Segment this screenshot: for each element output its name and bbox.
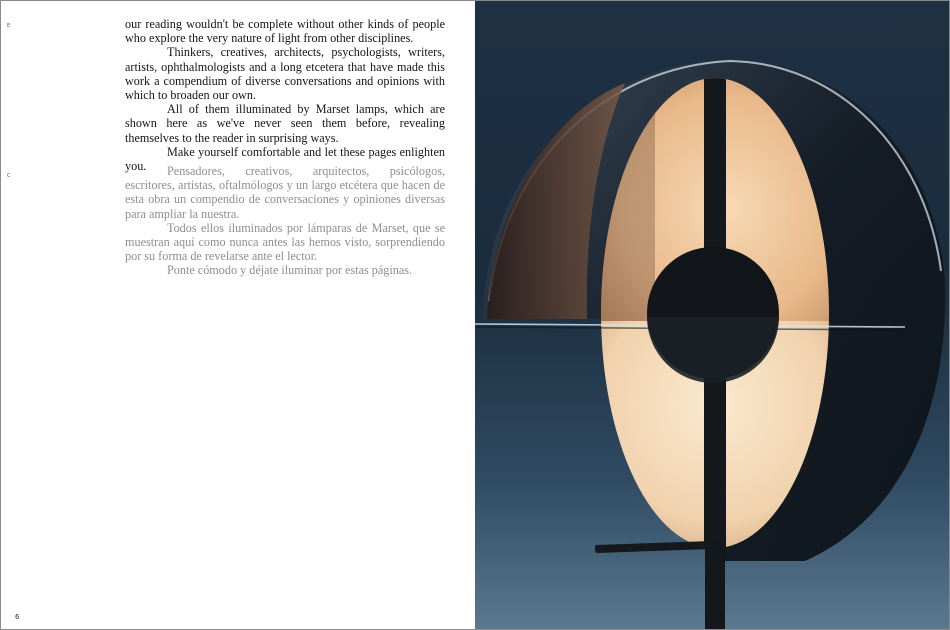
english-paragraph-3: All of them illuminated by Marset lamps, which are shown here as we've never seen them before, revealing themselves to the reader in surprising ways.: [125, 102, 445, 145]
english-paragraph-1: our reading wouldn't be complete without other kinds of people who explore the very nature of light from other disciplines.: [125, 17, 445, 46]
english-text-block: [125, 17, 445, 173]
spanish-paragraph-3: Ponte cómodo y déjate iluminar por estas páginas.: [167, 263, 413, 278]
english-paragraph-4: Make yourself comfortable and let these pages enlighten you.: [125, 144, 445, 174]
english-paragraph-2: Thinkers, creatives, architects, psychologists, writers, artists, ophthalmologists and a long etcetera that have made this work a compendium of diverse conversations and opinions with which to broaden our own.: [125, 45, 445, 103]
lamp-illustration: [475, 1, 950, 629]
spanish-paragraph-2: Todos ellos iluminados por lámparas de Marset, que se muestran aquí como nunca antes las hemos visto, sorprendiendo por su forma de revelarse ante el lector.: [125, 220, 445, 264]
left-page: [1, 1, 475, 629]
english-section-marker: E: [7, 23, 11, 29]
lamp-photograph: [475, 1, 950, 629]
page-number: 6: [15, 613, 20, 621]
spanish-text-block: [125, 164, 445, 278]
spanish-paragraph-1: Pensadores, creativos, arquitectos, psicólogos, escritores, artistas, oftalmólogos y un largo etcétera que hacen de esta obra un compendio de conversaciones y opiniones diversas para ampliar la nuestra.: [125, 164, 445, 221]
spanish-section-marker: C: [7, 173, 11, 179]
